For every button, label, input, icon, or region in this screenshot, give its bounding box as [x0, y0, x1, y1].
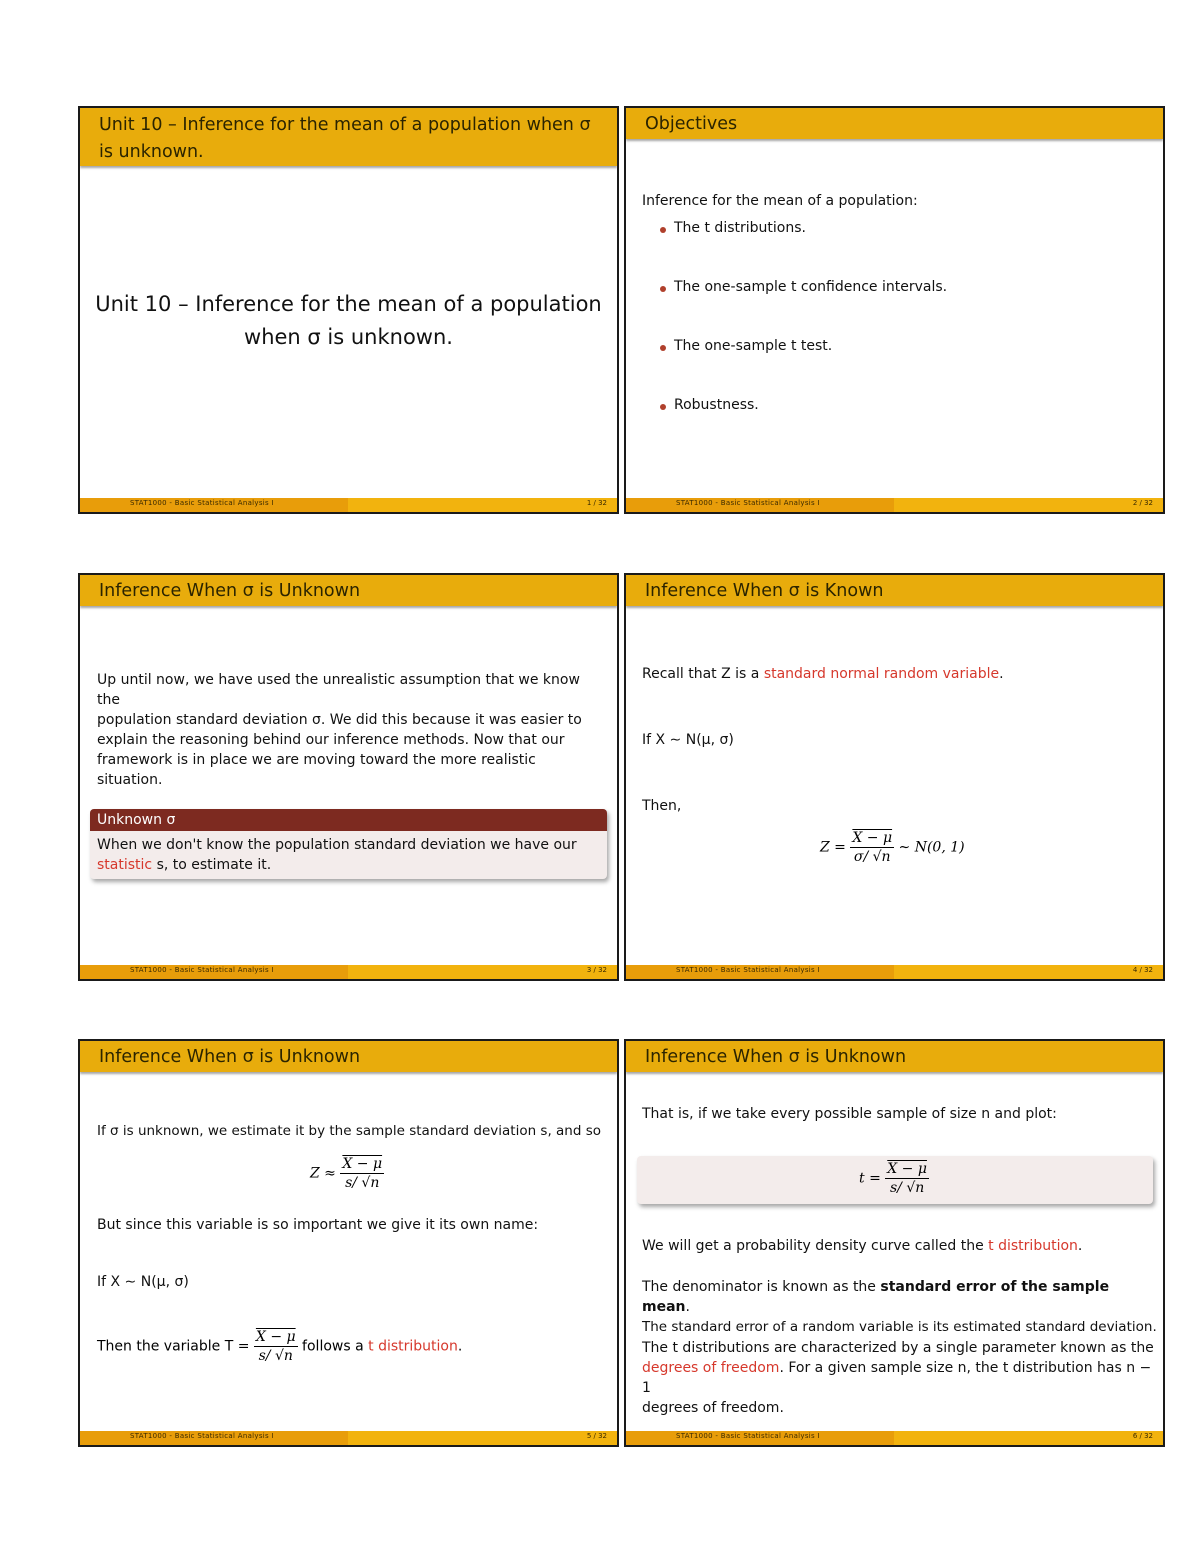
- footer-course: STAT1000 - Basic Statistical Analysis I: [676, 1432, 820, 1440]
- recall-line: Recall that Z is a standard normal random variable.: [642, 666, 1004, 682]
- name-line: But since this variable is so important we give it its own name:: [97, 1217, 539, 1233]
- slide-footer: [80, 1431, 617, 1445]
- list-item: Robustness.: [658, 397, 947, 413]
- degrees-freedom-para: The t distributions are characterized by a single parameter known as the degrees of freedom. For a given sample size n, the t distribution has n − 1 degrees of freedom.: [642, 1340, 1154, 1416]
- slide-3: [78, 573, 619, 981]
- slide-footer: [80, 498, 617, 512]
- t-equation: t = $\frac{X - \mu}{s/ √n}$: [859, 1161, 927, 1196]
- footer-page: 1 / 32: [586, 499, 607, 507]
- slide-header: [80, 575, 617, 606]
- footer-page: 4 / 32: [1132, 966, 1153, 974]
- unknown-sigma-block: [90, 809, 607, 879]
- statistic-link: statistic: [97, 857, 153, 873]
- slide-footer: [626, 498, 1163, 512]
- t-fraction: $\frac{X - \mu}{s/ √n}$: [255, 1329, 296, 1364]
- slide-1: [78, 106, 619, 514]
- t-distribution-link: t distribution: [368, 1338, 458, 1355]
- footer-page: 2 / 32: [1132, 499, 1153, 507]
- degrees-of-freedom-link: degrees of freedom: [642, 1360, 780, 1376]
- slide-6: [624, 1039, 1165, 1447]
- sample-line: That is, if we take every possible sample of size n and plot:: [642, 1106, 1057, 1122]
- z-fraction: $\frac{X - \mu}{\sigma/ √n}$: [852, 830, 893, 865]
- block-title: Unknown σ: [90, 809, 607, 831]
- t-fraction: $\frac{X - \mu}{s/ √n}$: [887, 1161, 927, 1196]
- slide-title: Inference When σ is Known: [645, 581, 884, 601]
- t-distribution-link: t distribution: [988, 1238, 1078, 1254]
- if-line: If X ∼ N(μ, σ): [642, 732, 734, 748]
- slide-header: [626, 1041, 1163, 1072]
- list-item: The t distributions.: [658, 220, 947, 236]
- slide-title: Unit 10 – Inference for the mean of a population when σ is unknown.: [99, 115, 591, 162]
- slide-5: [78, 1039, 619, 1447]
- objectives-list: [658, 220, 947, 413]
- footer-page: 6 / 32: [1132, 1432, 1153, 1440]
- slide-header: [626, 108, 1163, 139]
- footer-page: 5 / 32: [586, 1432, 607, 1440]
- footer-page: 3 / 32: [586, 966, 607, 974]
- t-statistic-block: [637, 1156, 1153, 1204]
- footer-course: STAT1000 - Basic Statistical Analysis I: [130, 499, 274, 507]
- slide-header: [80, 1041, 617, 1072]
- curve-line: We will get a probability density curve called the t distribution.: [642, 1238, 1083, 1254]
- footer-course: STAT1000 - Basic Statistical Analysis I: [130, 1432, 274, 1440]
- slide-title: Objectives: [645, 114, 738, 134]
- footer-course: STAT1000 - Basic Statistical Analysis I: [676, 966, 820, 974]
- intro-paragraph: Up until now, we have used the unrealistic assumption that we know the population standard deviation σ. We did this because it was easier to explain the reasoning behind our inference methods. Now that our framework is in place we are moving toward the more realistic situation.: [97, 672, 582, 788]
- z-approx-equation: Z ≈ $\frac{X - \mu}{s/ √n}$: [310, 1156, 383, 1191]
- then-line: Then,: [642, 798, 682, 814]
- list-item: The one-sample t confidence intervals.: [658, 279, 947, 295]
- estimate-line: If σ is unknown, we estimate it by the sample standard deviation s, and so: [97, 1123, 602, 1139]
- slide-title: Inference When σ is Unknown: [99, 1047, 361, 1067]
- slide-footer: [626, 965, 1163, 979]
- slide-footer: [626, 1431, 1163, 1445]
- center-title-line-2: when σ is unknown.: [244, 325, 453, 349]
- slide-title: Inference When σ is Unknown: [645, 1047, 907, 1067]
- slide-2: [624, 106, 1165, 514]
- t-variable-line: Then the variable T = $\frac{X - \mu}{s/ √n}$ follows a t distribution.: [97, 1329, 463, 1364]
- slide-header: [626, 575, 1163, 606]
- footer-course: STAT1000 - Basic Statistical Analysis I: [676, 499, 820, 507]
- center-title-line-1: Unit 10 – Inference for the mean of a population: [95, 292, 602, 316]
- list-item: The one-sample t test.: [658, 338, 947, 354]
- if-line: If X ∼ N(μ, σ): [97, 1274, 189, 1290]
- block-body: When we don't know the population standard deviation we have our statistic s, to estimate it.: [97, 837, 577, 873]
- standard-normal-link: standard normal random variable: [763, 666, 1000, 682]
- slide-header: [80, 108, 617, 166]
- slide-footer: [80, 965, 617, 979]
- standard-error-term: standard error of the sample mean: [642, 1279, 1110, 1315]
- z-approx-fraction: $\frac{X - \mu}{s/ √n}$: [342, 1156, 383, 1191]
- footer-course: STAT1000 - Basic Statistical Analysis I: [130, 966, 274, 974]
- slide-title: Inference When σ is Unknown: [99, 581, 361, 601]
- objectives-intro: Inference for the mean of a population:: [642, 193, 918, 209]
- z-equation: Z = $\frac{X - \mu}{\sigma/ √n}$ ∼ N(0, 1): [820, 830, 965, 865]
- slide-4: [624, 573, 1165, 981]
- slide-center-title: [80, 288, 617, 354]
- denominator-para: The denominator is known as the standard error of the sample mean. The standard error of a random variable is its estimated standard deviation.: [642, 1279, 1157, 1335]
